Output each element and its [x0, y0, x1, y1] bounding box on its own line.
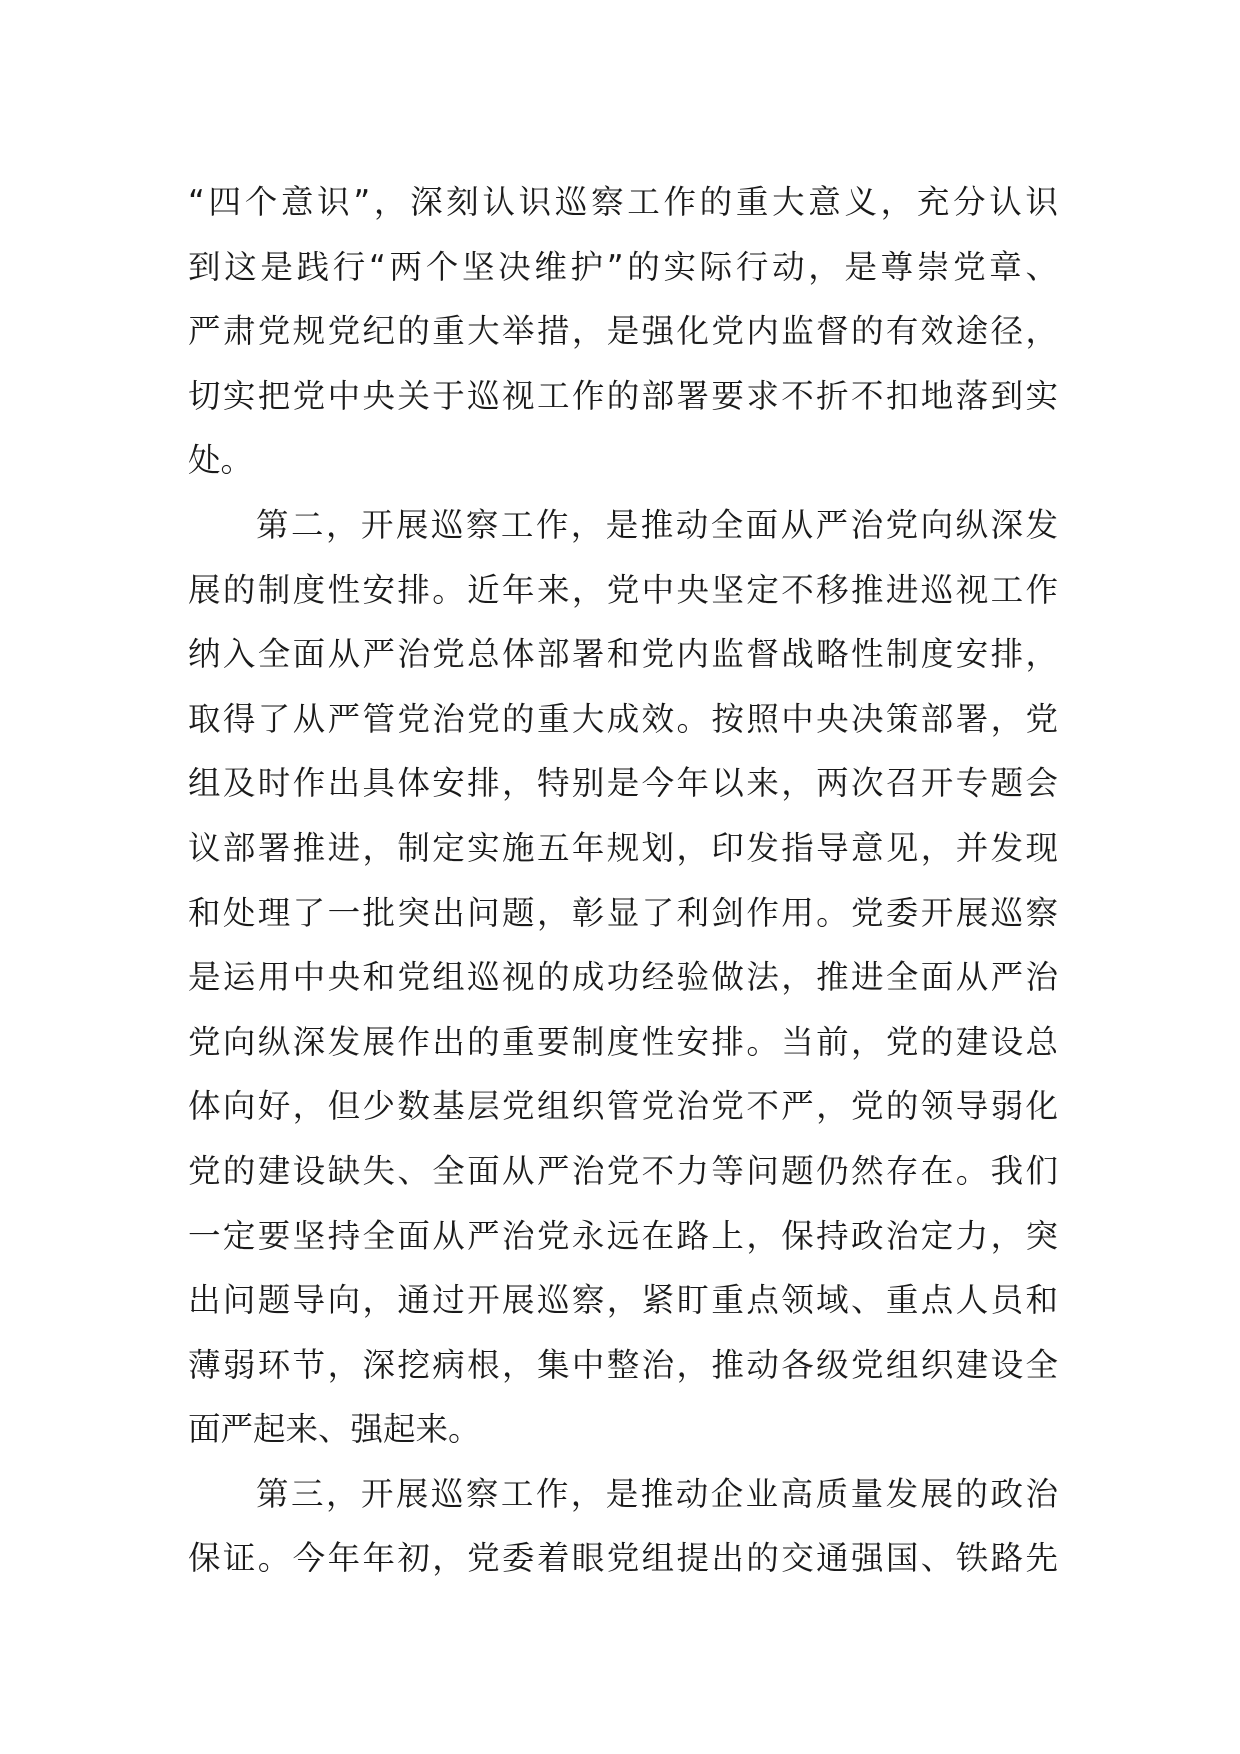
- text-line: 党的建设缺失、全面从严治党不力等问题仍然存在。我们: [188, 1151, 1058, 1190]
- text-line: 党向纵深发展作出的重要制度性安排。当前，党的建设总: [188, 1022, 1058, 1061]
- text-line: 一定要坚持全面从严治党永远在路上，保持政治定力，突: [188, 1216, 1058, 1255]
- text-line: 纳入全面从严治党总体部署和党内监督战略性制度安排，: [188, 635, 1058, 674]
- paragraph-first-line: 第二，开展巡察工作，是推动全面从严治党向纵深发: [256, 505, 1058, 544]
- text-line: 体向好，但少数基层党组织管党治党不严，党的领导弱化: [188, 1087, 1058, 1126]
- body-text: [188, 170, 1058, 1591]
- text-line: 展的制度性安排。近年来，党中央坚定不移推进巡视工作: [188, 570, 1058, 609]
- text-line: 取得了从严管党治党的重大成效。按照中央决策部署，党: [188, 699, 1058, 738]
- text-line: 薄弱环节，深挖病根，集中整治，推动各级党组织建设全: [188, 1345, 1058, 1384]
- text-line: 是运用中央和党组巡视的成功经验做法，推进全面从严治: [188, 958, 1058, 997]
- paragraph-first-line: 第三，开展巡察工作，是推动企业高质量发展的政治: [256, 1474, 1058, 1513]
- text-line: 保证。今年年初，党委着眼党组提出的交通强国、铁路先: [188, 1539, 1058, 1578]
- text-line: 处。: [188, 441, 254, 480]
- text-line: “四个意识”，深刻认识巡察工作的重大意义，充分认识: [188, 183, 1058, 221]
- text-line: 组及时作出具体安排，特别是今年以来，两次召开专题会: [188, 764, 1058, 803]
- text-line: 和处理了一批突出问题，彰显了利剑作用。党委开展巡察: [188, 893, 1058, 932]
- text-line: 面严起来、强起来。: [188, 1410, 481, 1449]
- text-line: 严肃党规党纪的重大举措，是强化党内监督的有效途径，: [188, 312, 1058, 351]
- text-line: 出问题导向，通过开展巡察，紧盯重点领域、重点人员和: [188, 1281, 1058, 1320]
- text-line: 到这是践行“两个坚决维护”的实际行动，是尊崇党章、: [188, 247, 1058, 286]
- text-line: 切实把党中央关于巡视工作的部署要求不折不扣地落到实: [188, 376, 1058, 415]
- text-line: 议部署推进，制定实施五年规划，印发指导意见，并发现: [188, 828, 1058, 867]
